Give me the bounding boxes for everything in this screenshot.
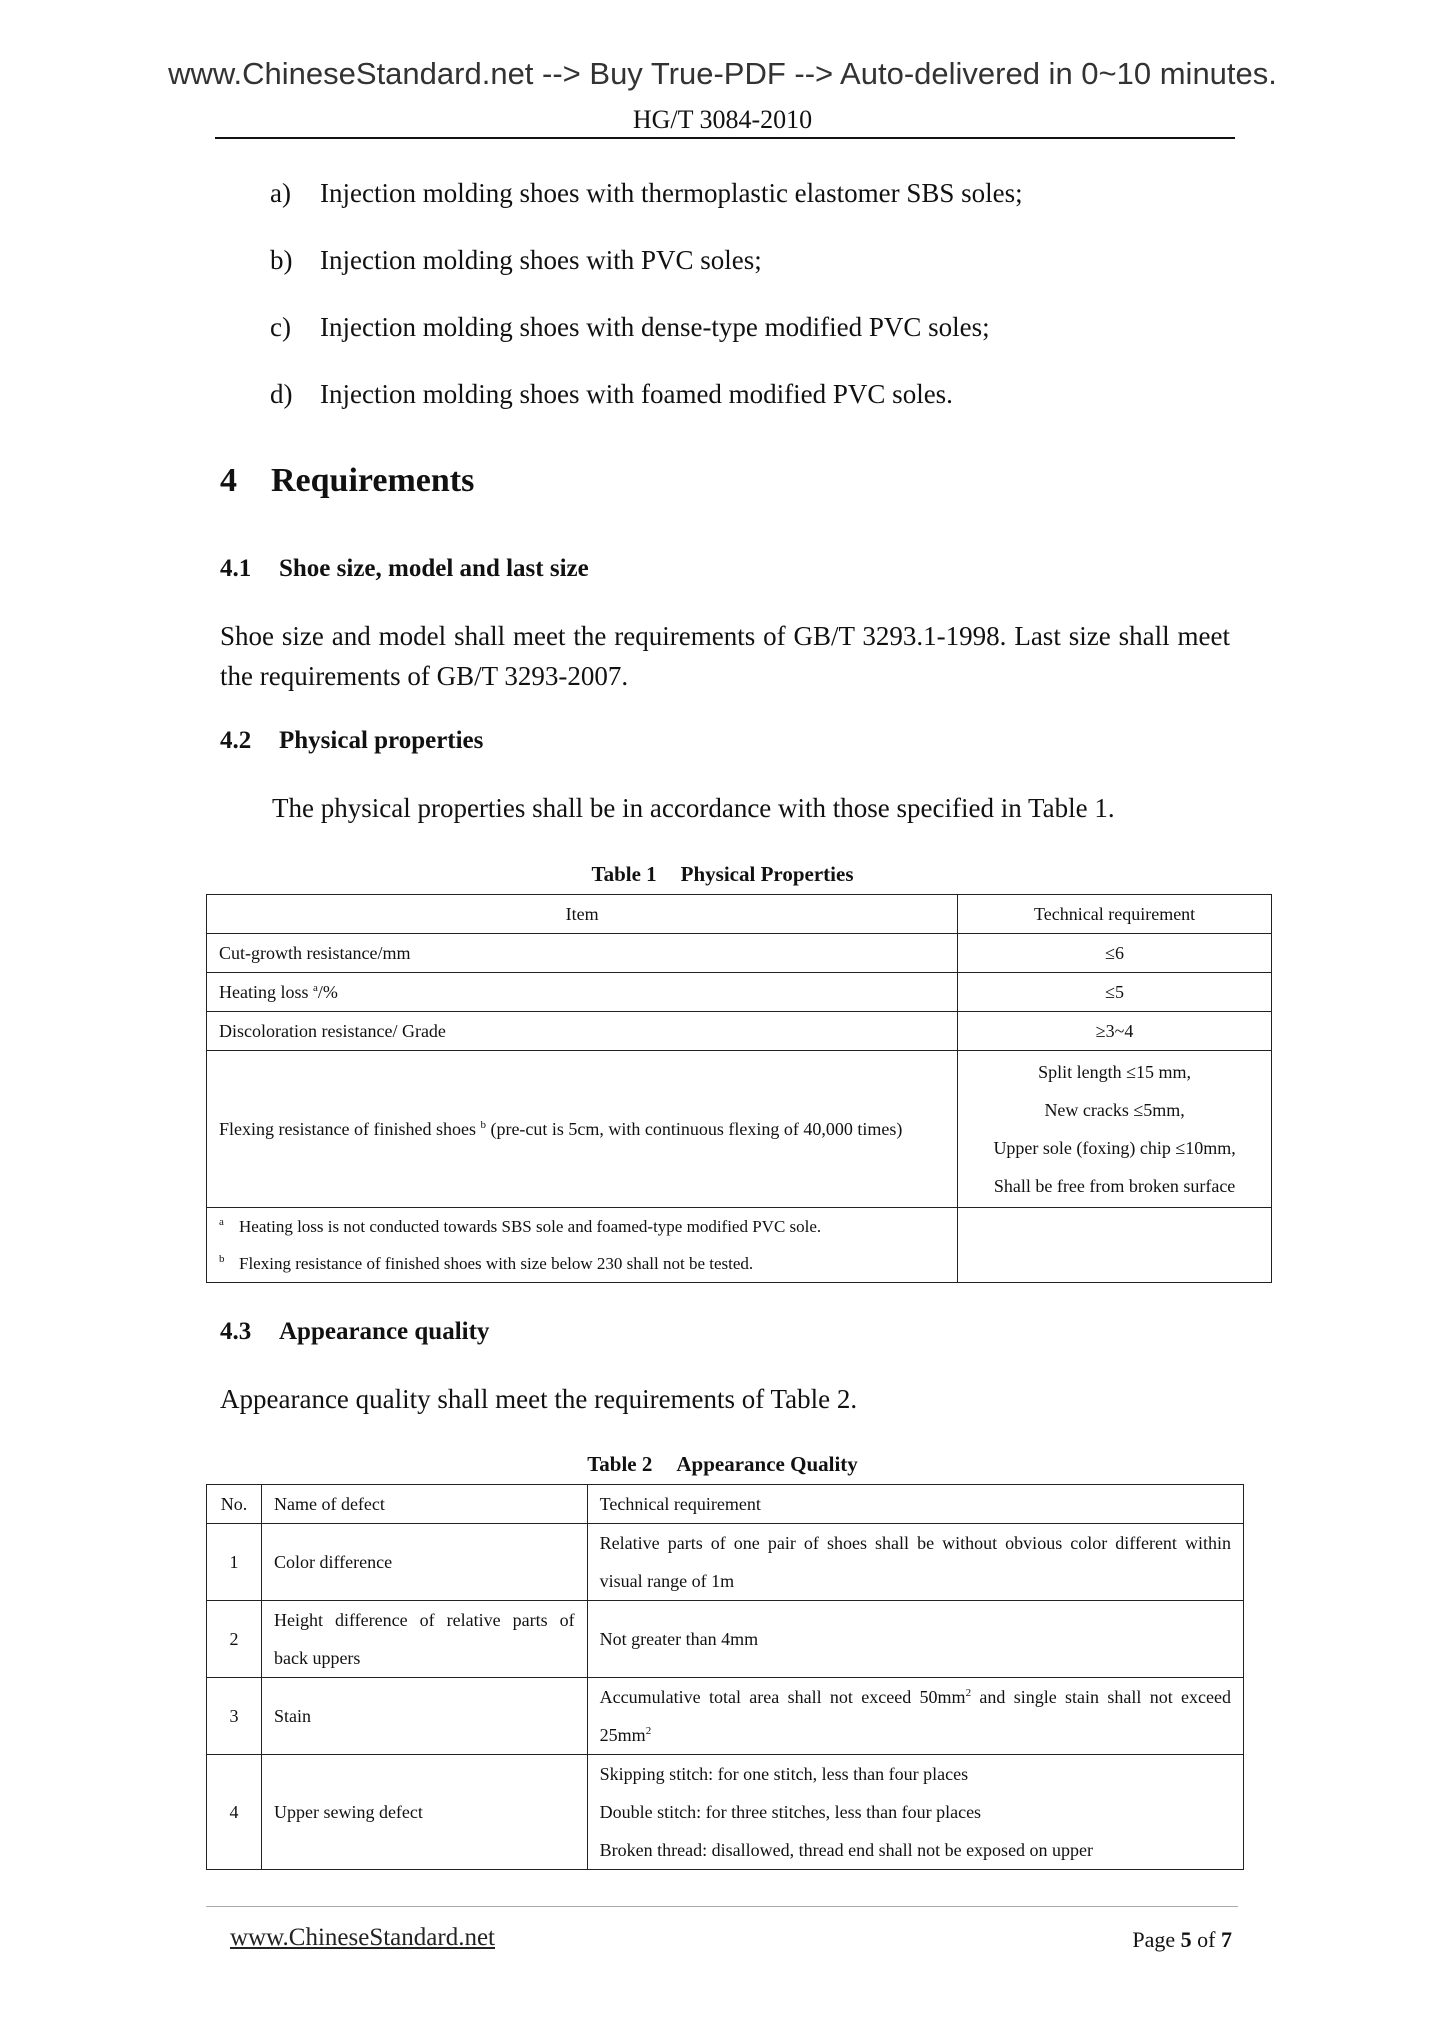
- footnote-mark: a: [219, 1216, 224, 1228]
- requirement-line: Split length ≤15 mm,: [1038, 1062, 1192, 1082]
- list-text: Injection molding shoes with foamed modified PVC soles.: [320, 379, 953, 409]
- paragraph: The physical properties shall be in accordance with those specified in Table 1.: [272, 793, 1115, 823]
- table-row: [207, 973, 1272, 1012]
- table-cell: Stain: [261, 1678, 587, 1755]
- of-word: of: [1197, 1927, 1216, 1952]
- list-marker: d): [270, 379, 293, 409]
- requirement-line: Double stitch: for three stitches, less than four places: [599, 1802, 982, 1822]
- subsection-heading: [220, 555, 589, 583]
- current-page: 5: [1180, 1927, 1192, 1952]
- requirement-line: Shall be free from broken surface: [993, 1176, 1236, 1196]
- subsection-number: 4.1: [220, 555, 252, 582]
- section-title: Requirements: [271, 462, 475, 499]
- cell-text: (pre-cut is 5cm, with continuous flexing of 40,000 times): [485, 1119, 903, 1139]
- table-label: Table 1: [591, 862, 657, 886]
- list-item: [270, 379, 953, 410]
- table-cell: 4: [207, 1755, 262, 1870]
- column-header: Technical requirement: [958, 895, 1272, 934]
- table-header-row: [207, 1485, 1244, 1524]
- empty-cell: [958, 1208, 1272, 1283]
- table-caption: [0, 862, 1445, 887]
- table-cell: Height difference of relative parts of back uppers: [261, 1601, 587, 1678]
- paragraph: Shoe size and model shall meet the requirements of GB/T 3293.1-1998. Last size shall meet the requirements of GB/T 3293-2007.: [220, 621, 1230, 691]
- table-cell: ≤5: [958, 973, 1272, 1012]
- site-banner: www.ChineseStandard.net --> Buy True-PDF --> Auto-delivered in 0~10 minutes.: [168, 56, 1277, 91]
- cell-text: and single stain shall not exceed 25mm: [599, 1687, 1232, 1745]
- subsection-number: 4.2: [220, 727, 252, 754]
- subsection-title: Physical properties: [279, 727, 484, 754]
- table-row: [207, 1012, 1272, 1051]
- table-label: Table 2: [587, 1452, 653, 1476]
- table-row: [207, 934, 1272, 973]
- footer-divider: [206, 1906, 1238, 1907]
- requirement-line: Broken thread: disallowed, thread end shall not be exposed on upper: [599, 1840, 1094, 1860]
- list-item: [270, 312, 990, 343]
- table-title: Physical Properties: [680, 862, 854, 886]
- subsection-title: Shoe size, model and last size: [279, 555, 589, 582]
- total-pages: 7: [1221, 1927, 1232, 1952]
- appearance-quality-table: [206, 1484, 1244, 1870]
- list-marker: b): [270, 245, 293, 275]
- table-cell: 2: [207, 1601, 262, 1678]
- requirement-line: New cracks ≤5mm,: [1044, 1100, 1185, 1120]
- footnote-mark: b: [219, 1253, 225, 1265]
- footnote-text: Heating loss is not conducted towards SBS sole and foamed-type modified PVC sole.: [239, 1217, 822, 1236]
- table-row: [207, 1051, 1272, 1208]
- cell-text: /%: [317, 982, 338, 1002]
- subsection-title: Appearance quality: [279, 1318, 490, 1345]
- footnote-ref: b: [480, 1119, 486, 1131]
- table-footnote-row: [207, 1208, 1272, 1283]
- subsection-heading: [220, 1318, 489, 1346]
- table-cell: 3: [207, 1678, 262, 1755]
- cell-text: Heating loss: [219, 982, 313, 1002]
- physical-properties-table: [206, 894, 1272, 1283]
- table-cell: ≥3~4: [958, 1012, 1272, 1051]
- list-marker: a): [270, 178, 291, 208]
- table-cell: Upper sewing defect: [261, 1755, 587, 1870]
- footnote-text: Flexing resistance of finished shoes with size below 230 shall not be tested.: [239, 1254, 754, 1273]
- table-cell: Discoloration resistance/ Grade: [207, 1012, 958, 1051]
- superscript: 2: [965, 1687, 972, 1699]
- table-cell: [207, 1051, 958, 1208]
- table-cell: [587, 1755, 1243, 1870]
- list-item: [270, 178, 1023, 209]
- table-cell: [207, 973, 958, 1012]
- footnote-cell: [207, 1208, 958, 1283]
- cell-text: Accumulative total area shall not exceed 50mm: [599, 1687, 966, 1707]
- page-number: [1132, 1927, 1232, 1953]
- footnote: [219, 1245, 945, 1282]
- list-text: Injection molding shoes with thermoplastic elastomer SBS soles;: [320, 178, 1023, 208]
- table-cell: 1: [207, 1524, 262, 1601]
- footer-link[interactable]: www.ChineseStandard.net: [230, 1924, 495, 1951]
- header-divider: [215, 137, 1235, 139]
- table-title: Appearance Quality: [676, 1452, 858, 1476]
- table-cell: Not greater than 4mm: [587, 1601, 1243, 1678]
- requirement-line: Upper sole (foxing) chip ≤10mm,: [993, 1138, 1236, 1158]
- column-header: No.: [207, 1485, 262, 1524]
- column-header: Technical requirement: [587, 1485, 1243, 1524]
- footnote-ref: a: [313, 982, 318, 994]
- cell-text: Flexing resistance of finished shoes: [219, 1119, 481, 1139]
- table-row: [207, 1678, 1244, 1755]
- column-header: Name of defect: [261, 1485, 587, 1524]
- table-row: [207, 1755, 1244, 1870]
- footnote: [219, 1208, 945, 1245]
- subsection-heading: [220, 727, 483, 755]
- document-code: HG/T 3084-2010: [632, 105, 813, 134]
- table-cell: Cut-growth resistance/mm: [207, 934, 958, 973]
- section-heading: [220, 462, 474, 500]
- requirement-line: Skipping stitch: for one stitch, less than four places: [599, 1764, 969, 1784]
- table-cell: [587, 1678, 1243, 1755]
- list-item: [270, 245, 762, 276]
- table-cell: [958, 1051, 1272, 1208]
- table-row: [207, 1524, 1244, 1601]
- list-text: Injection molding shoes with PVC soles;: [320, 245, 762, 275]
- superscript: 2: [645, 1725, 652, 1737]
- table-header-row: [207, 895, 1272, 934]
- list-marker: c): [270, 312, 291, 342]
- list-text: Injection molding shoes with dense-type modified PVC soles;: [320, 312, 990, 342]
- table-cell: ≤6: [958, 934, 1272, 973]
- table-cell: Color difference: [261, 1524, 587, 1601]
- column-header: Item: [207, 895, 958, 934]
- table-caption: [0, 1452, 1445, 1477]
- table-row: [207, 1601, 1244, 1678]
- section-number: 4: [220, 462, 237, 499]
- table-cell: Relative parts of one pair of shoes shall be without obvious color different within visual range of 1m: [587, 1524, 1243, 1601]
- page-word: Page: [1132, 1927, 1176, 1952]
- subsection-number: 4.3: [220, 1318, 252, 1345]
- paragraph: Appearance quality shall meet the requirements of Table 2.: [220, 1384, 858, 1414]
